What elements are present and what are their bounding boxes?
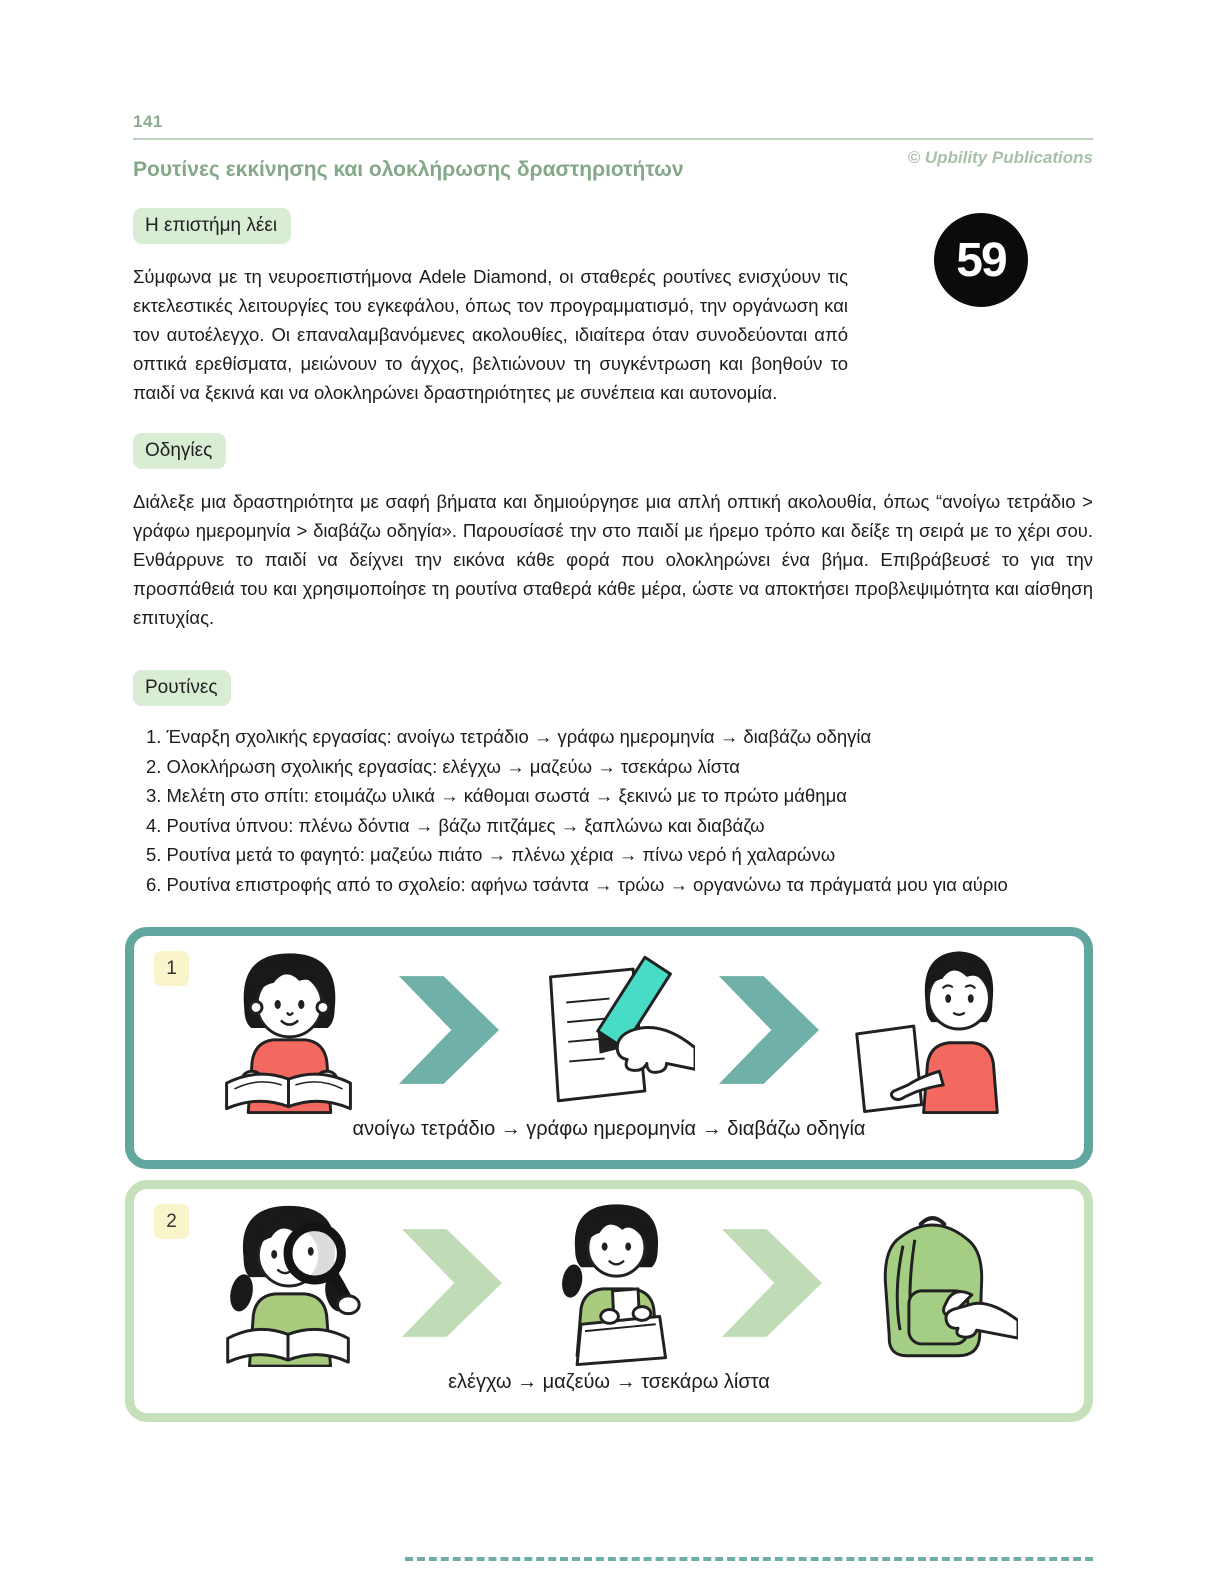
routine-item: 6. Ρουτίνα επιστροφής από το σχολείο: αφήνω τσάντα → τρώω → οργανώνω τα πράγματά μου για αύριο [146,870,1093,900]
page-title: Ρουτίνες εκκίνησης και ολοκλήρωσης δραστηριοτήτων [133,158,684,181]
copyright-notice: © Upbility Publications [907,148,1093,167]
routine-item-text: Ρουτίνα ύπνου: πλένω δόντια → βάζω πιτζάμες → ξαπλώνω και διαβάζω [166,814,765,836]
header-rule [133,138,1093,140]
instructions-badge: Οδηγίες [133,433,226,469]
boy-reading-book-illustration [203,946,375,1114]
routine-card-1 [125,927,1093,1169]
boy-pointing-paper-illustration [843,946,1015,1114]
chevron-right-icon [719,969,819,1091]
instructions-paragraph: Διάλεξε μια δραστηριότητα με σαφή βήματα και δημιούργησε μια απλή οπτική ακολουθία, όπως “ανοίγω τετράδιο > γράφω ημερομηνία > διαβάζω οδηγία». Παρουσίασέ την στο παιδί με ήρεμο τρόπο και δείξε τη σειρά με το χέρι σου. Ενθάρρυνε το παιδί να δείχνει την εικόνα κάθε φορά που ολοκληρώνει ένα βήμα. Επιβράβευσέ το για την προσπάθειά του και χρησιμοποίησε τη ρουτίνα σταθερά κάθε μέρα, ώστε να αποκτήσει προβλεψιμότητα και αίσθηση επιτυχίας. [133,491,1093,628]
science-badge: Η επιστήμη λέει [133,208,291,244]
routine-item: 3. Μελέτη στο σπίτι: ετοιμάζω υλικά → κάθομαι σωστά → ξεκινώ με το πρώτο μάθημα [146,781,1093,811]
routine-item-text: Μελέτη στο σπίτι: ετοιμάζω υλικά → κάθομαι σωστά → ξεκινώ με το πρώτο μάθημα [166,785,847,806]
routines-list [133,722,1093,899]
routine-item-text: Ολοκλήρωση σχολικής εργασίας: ελέγχω → μαζεύω → τσεκάρω λίστα [166,755,740,777]
worksheet-number-badge: 59 [934,213,1028,307]
routine-item-text: Ρουτίνα επιστροφής από το σχολείο: αφήνω τσάντα → τρώω → οργανώνω τα πράγματά μου για αύριο [166,873,1008,895]
card-2-number-chip: 2 [154,1204,189,1239]
girl-magnifying-glass-illustration [200,1199,378,1367]
card-2-caption: ελέγχω → μαζεύω → τσεκάρω λίστα [448,1371,770,1393]
routine-item: 1. Έναρξη σχολικής εργασίας: ανοίγω τετράδιο → γράφω ημερομηνία → διαβάζω οδηγία [146,722,1093,752]
routine-item: 2. Ολοκλήρωση σχολικής εργασίας: ελέγχω → μαζεύω → τσεκάρω λίστα [146,752,1093,782]
girl-packing-box-illustration [526,1199,698,1367]
routine-item: 5. Ρουτίνα μετά το φαγητό: μαζεύω πιάτο → πλένω χέρια → πίνω νερό ή χαλαρώνω [146,840,1093,870]
card-1-number-chip: 1 [154,951,189,986]
page-number: 141 [133,112,163,131]
bottom-dashed-rule [405,1557,1093,1561]
backpack-with-hand-illustration [846,1199,1018,1367]
routine-item-text: Ρουτίνα μετά το φαγητό: μαζεύω πιάτο → πλένω χέρια → πίνω νερό ή χαλαρώνω [166,844,836,865]
routine-item: 4. Ρουτίνα ύπνου: πλένω δόντια → βάζω πιτζάμες → ξαπλώνω και διαβάζω [146,811,1093,841]
science-paragraph: Σύμφωνα με τη νευροεπιστήμονα Adele Diamond, οι σταθερές ρουτίνες ενισχύουν τις εκτελεστικές λειτουργίες του εγκεφάλου, όπως τον προγραμματισμό, την οργάνωση και τον αυτοέλεγχο. Οι επαναλαμβανόμενες ακολουθίες, ιδιαίτερα όταν συνοδεύονται από οπτικά ερεθίσματα, μειώνουν το άγχος, βελτιώνουν τη συγκέντρωση και βοηθούν το παιδί να ξεκινά και να ολοκληρώνει δραστηριότητες με συνέπεια και αυτονομία. [133,266,848,403]
chevron-right-icon [402,1222,502,1344]
routine-item-text: Έναρξη σχολικής εργασίας: ανοίγω τετράδιο → γράφω ημερομηνία → διαβάζω οδηγία [166,726,872,747]
routine-card-2 [125,1180,1093,1422]
routines-badge: Ρουτίνες [133,670,231,706]
hand-writing-pen-illustration [523,946,695,1114]
card-1-caption: ανοίγω τετράδιο → γράφω ημερομηνία → διαβάζω οδηγία [352,1118,866,1140]
chevron-right-icon [399,969,499,1091]
chevron-right-icon [722,1222,822,1344]
